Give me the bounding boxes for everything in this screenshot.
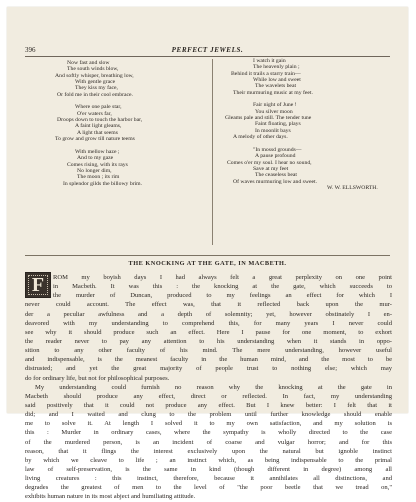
essay-line: and indispensable, is the meanest faculty in the human mind, and the most to be	[25, 356, 392, 364]
poem-line: You silver moon	[255, 108, 293, 115]
poem-line: The wavelets beat	[255, 83, 297, 90]
poem-left-column	[55, 60, 142, 187]
poem-author-line	[225, 184, 378, 191]
poem-line: O'er waters far,	[77, 110, 112, 117]
page-number: 396	[25, 46, 36, 54]
poem-line: Behind it trails a starry train—	[231, 70, 301, 77]
poem-line: No longer dim,	[77, 167, 112, 174]
poem-line: A pause profound	[255, 153, 296, 160]
essay-title: THE KNOCKING AT THE GATE, IN MACBETH.	[128, 260, 287, 267]
poem-line: Their murmuring music at my feet.	[233, 89, 313, 96]
running-title: PERFECT JEWELS.	[171, 46, 244, 54]
poem-line: Comes o'er my soul. I hear no sound,	[227, 159, 312, 166]
essay-line: exhibits human nature in its most abject and humiliating attitude.	[25, 493, 196, 501]
essay-line: by which we cleave to life ; an instinct which, as being indispensable to the primal	[25, 456, 392, 464]
essay-line: of the murdered person, is an incident of coarse and vulgar horror; and for this	[25, 438, 392, 446]
essay-line: living creatures : this instinct, therefore, because it annihilates all distinctions, and	[25, 475, 392, 483]
poem-line: With gentle grace	[75, 79, 116, 86]
essay-line: do for ordinary life, but not for philosophical purposes.	[25, 374, 170, 382]
poem-line: And to my gaze	[77, 155, 114, 162]
poem-line: They kiss my face,	[75, 85, 118, 92]
poem-line: A light that seems	[77, 129, 118, 136]
essay-line: did; and I waited and clung to the problem until further knowledge should enable	[25, 411, 392, 419]
poem-line: "In mossd grounds—	[253, 146, 302, 153]
page-header	[25, 45, 390, 55]
poem-line: And softly whisper, breathing low,	[55, 72, 134, 79]
essay-line: My understanding could furnish no reason why the knocking at the gate in	[35, 383, 392, 391]
section-rule	[25, 255, 390, 256]
poem-line: Faint floating, plays	[255, 121, 301, 128]
essay-body	[25, 273, 392, 502]
essay-line: ROM my boyish days I had always felt a great perplexity on one point	[53, 274, 392, 281]
poem-line: Of waves murmuring low and sweet.	[233, 178, 318, 185]
poem-line: In moonlit bays	[255, 127, 291, 134]
essay-line: der a peculiar awfulness and a depth of solemnity; yet, however obstinately I en-	[25, 310, 392, 318]
poem-line: To grow and grow till nature teems	[55, 136, 135, 143]
essay-line: Macbeth should produce any effect, direct or reflected. In fact, my understanding	[25, 392, 392, 400]
poem-author: W. W. ELLSWORTH.	[327, 184, 378, 191]
essay-line: sition to any other faculty of his mind. The mere understanding, however useful	[25, 347, 392, 355]
poem-line: Comes rising, with its rays	[67, 161, 128, 168]
essay-line: deavored with my understanding to comprehend this, for many years I never could	[25, 319, 392, 327]
poem-line: The heavenly plain ;	[253, 64, 300, 71]
header-rule	[25, 56, 390, 57]
poem-line: A melody of other days.	[233, 134, 288, 141]
poem-line: Fair night of June !	[253, 102, 297, 109]
poem-line: The moon ; its rim	[77, 174, 120, 181]
poem-line: With mellow haze ;	[75, 148, 120, 155]
essay-line: law of self-preservation, is the same in kind (though different in degree) among all	[25, 465, 392, 473]
book-page	[7, 7, 408, 501]
poem-line: While low and sweet	[253, 77, 301, 84]
poem-line: Droops down to touch the harbor bar,	[57, 117, 143, 124]
essay-line: in Macbeth. It was this : the knocking at the gate, which succeeds to	[53, 283, 392, 291]
drop-cap-letter: F	[31, 274, 45, 296]
essay-line: distrusted; and yet the great majority of people trust to nothing else; which may	[25, 365, 392, 373]
column-divider	[212, 59, 213, 245]
poem-line: Where one pale star,	[75, 104, 122, 111]
poem-line: Or fold me in their cool embrace.	[57, 91, 133, 98]
essay-line: never could account. The effect was, that it reflected back upon the mur-	[25, 301, 392, 309]
poem-line: Gleams pale and still. The tender tune	[225, 115, 312, 122]
essay-line: this : Murder in ordinary cases, where the sympathy is wholly directed to the case	[25, 429, 392, 437]
essay-line: said positively that it could not produce any effect. But I knew better: I felt that it	[25, 401, 392, 409]
poem-line: Now fast and slow	[67, 60, 110, 66]
poem-line: The ceaseless beat	[255, 172, 298, 179]
poem-line: I watch it gain	[253, 58, 286, 64]
essay-line: the reader never to pay any attention to his understanding when it stands in oppo-	[25, 337, 392, 345]
poem-line: A faint light gleams,	[75, 123, 122, 130]
poem-line: Save at my feet	[253, 165, 289, 172]
essay-line: reason, that it flings the interest exclusively upon the natural but ignoble instinct	[25, 447, 392, 455]
essay-line: me to solve it. At length I solved it to my own satisfaction, and my solution is	[25, 420, 392, 428]
poem-right-column	[225, 58, 378, 191]
essay-line: see why it should produce such an effect. Here I pause for one moment, to exhort	[25, 328, 392, 336]
essay-line: degrades the greatest of men to the level of "the poor beetle that we tread on,"	[25, 484, 392, 492]
poem-line: The south winds blow,	[67, 66, 119, 73]
essay-line: the murder of Duncan, produced to my feelings an effect for which I	[53, 292, 392, 300]
poem-line: In splendor gilds the billowy brim.	[63, 180, 142, 187]
